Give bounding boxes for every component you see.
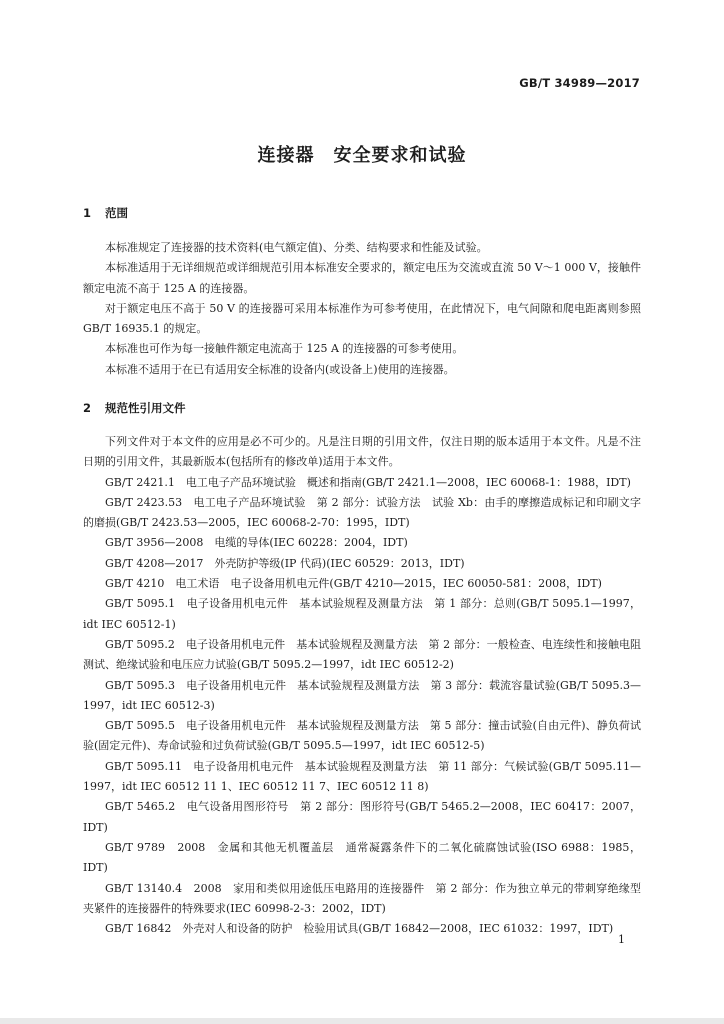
section-1-body [83,238,641,380]
reference-entry: GB/T 13140.4 2008 家用和类似用途低压电路用的连接器件 第 2 部分：作为独立单元的带刺穿绝缘型夹紧件的连接器件的特殊要求(IEC 60998-2-3：2002，IDT) [83,881,641,915]
scope-paragraph: 本标准规定了连接器的技术资料(电气额定值)、分类、结构要求和性能及试验。 [105,241,488,254]
reference-entry: GB/T 5095.2 电子设备用机电元件 基本试验规程及测量方法 第 2 部分：一般检查、电连续性和接触电阻测试、绝缘试验和电压应力试验(GB/T 5095.2—1997，idt IEC 60512-2) [83,637,641,672]
reference-entry: GB/T 3956—2008 电缆的导体(IEC 60228：2004，IDT) [105,536,408,550]
section-1-heading [83,205,128,221]
reference-entry: GB/T 4210 电工术语 电子设备用机电元件(GB/T 4210—2015，IEC 60050-581：2008，IDT) [105,577,602,591]
reference-entry: GB/T 5095.1 电子设备用机电元件 基本试验规程及测量方法 第 1 部分：总则(GB/T 5095.1—1997，idt IEC 60512-1) [83,597,641,631]
reference-entry: GB/T 5095.3 电子设备用机电元件 基本试验规程及测量方法 第 3 部分：载流容量试验(GB/T 5095.3—1997，idt IEC 60512-3) [83,678,641,712]
section-2-number: 2 [83,401,92,415]
reference-entry: GB/T 9789 2008 金属和其他无机覆盖层 通常凝露条件下的二氧化硫腐蚀试验(ISO 6988：1985，IDT) [83,840,641,875]
document-title: 连接器 安全要求和试验 [257,145,467,166]
reference-entry: GB/T 2423.53 电工电子产品环境试验 第 2 部分：试验方法 试验 Xb：由手的摩擦造成标记和印刷文字的磨损(GB/T 2423.53—2005，IEC 60068-2-70：1995，IDT) [83,495,641,530]
section-1-title: 范围 [105,206,128,220]
reference-entry: GB/T 5465.2 电气设备用图形符号 第 2 部分：图形符号(GB/T 5465.2—2008，IEC 60417：2007，IDT) [83,800,641,834]
scope-paragraph: 本标准适用于无详细规范或详细规范引用本标准安全要求的，额定电压为交流或直流 50 V～1 000 V，接触件额定电流不高于 125 A 的连接器。 [83,261,641,295]
references-intro: 下列文件对于本文件的应用是必不可少的。凡是注日期的引用文件，仅注日期的版本适用于本文件。凡是不注日期的引用文件，其最新版本(包括所有的修改单)适用于本文件。 [83,435,641,469]
reference-entry: GB/T 2421.1 电工电子产品环境试验 概述和指南(GB/T 2421.1—2008，IEC 60068-1：1988，IDT) [105,475,631,489]
scope-paragraph: 本标准也可作为每一接触件额定电流高于 125 A 的连接器的可参考使用。 [105,342,464,356]
section-2-body [83,432,641,939]
standard-code: GB/T 34989—2017 [519,76,640,90]
page-bottom-edge [0,1018,724,1024]
scope-paragraph: 对于额定电压不高于 50 V 的连接器可采用本标准作为可参考使用，在此情况下，电气间隙和爬电距离则参照 GB/T 16935.1 的规定。 [83,301,641,336]
page-number: 1 [618,933,625,946]
reference-entry: GB/T 5095.11 电子设备用机电元件 基本试验规程及测量方法 第 11 部分：气候试验(GB/T 5095.11—1997，idt IEC 60512 11 1、IEC 60512 11 7、IEC 60512 11 8) [83,759,641,794]
reference-entry: GB/T 4208—2017 外壳防护等级(IP 代码)(IEC 60529：2013，IDT) [105,556,465,570]
section-2-heading [83,400,186,416]
section-1-number: 1 [83,206,92,220]
section-2-title: 规范性引用文件 [105,401,186,415]
reference-entry: GB/T 5095.5 电子设备用机电元件 基本试验规程及测量方法 第 5 部分：撞击试验(自由元件)、静负荷试验(固定元件)、寿命试验和过负荷试验(GB/T 5095.5—1997，idt IEC 60512-5) [83,719,641,753]
scope-paragraph: 本标准不适用于在已有适用安全标准的设备内(或设备上)使用的连接器。 [105,362,455,376]
reference-entry: GB/T 16842 外壳对人和设备的防护 检验用试具(GB/T 16842—2008，IEC 61032：1997，IDT) [105,922,614,936]
